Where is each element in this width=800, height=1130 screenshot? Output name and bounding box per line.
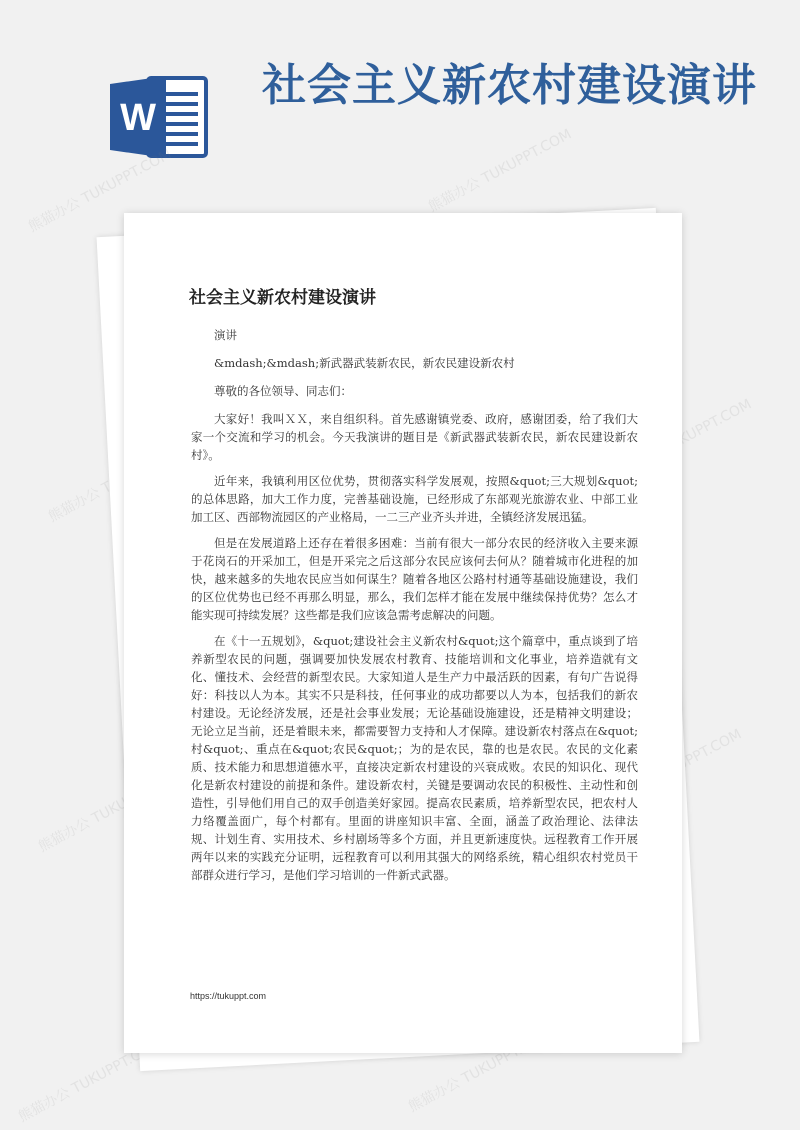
header-title: 社会主义新农村建设演讲	[262, 60, 757, 111]
paragraph: 尊敬的各位领导、同志们：	[214, 384, 352, 398]
watermark: 熊猫办公 TUKUPPT.COM	[16, 1036, 165, 1126]
watermark: 熊猫办公	[46, 484, 103, 526]
paragraph: 大家好！我叫ＸＸ，来自组织科。首先感谢镇党委、政府，感谢团委，给了我们大家一个交流和学习的机会。今天我演讲的题目是《新武器武装新农民，新农民建设新农村》。	[191, 412, 638, 462]
document-page	[124, 213, 682, 1053]
watermark: 熊猫办公 TUKUPPT.COM	[36, 766, 185, 856]
footer-url: https://tukuppt.com	[190, 991, 267, 1001]
watermark: 熊猫办公 TUKUPPT.COM	[426, 126, 575, 216]
document-title: 社会主义新农村建设演讲	[189, 288, 376, 308]
paragraph: 近年来，我镇利用区位优势，贯彻落实科学发展观，按照&quot;三大规划&quot;的总体思路，加大工作力度，完善基础设施，已经形成了东部观光旅游农业、中部工业加工区、西部物流园区的产业格局，一二三产业齐头并进，全镇经济发展迅猛。	[191, 474, 638, 524]
paragraph: 在《十一五规划》，&quot;建设社会主义新农村&quot;这个篇章中，重点谈到了培养新型农民的问题，强调要加快发展农村教育、技能培训和文化事业，培养造就有文化、懂技术、会经营的新型农民。大家知道人是生产力中最活跃的因素，有句广告说得好：科技以人为本。其实不只是科技，任何事业的成功都要以人为本，包括我们的新农村建设。无论经济发展，还是社会事业发展；无论基础设施建设，还是精神文明建设；无论立足当前，还是着眼未来，都需要智力支持和人才保障。建设新农村落点在&quot;村&quot;、重点在&quot;农民&quot;；为的是农民，靠的也是农民。农民的文化素质、技术能力和思想道德水平，直接决定新农村建设的兴衰成败。农民的知识化、现代化是新农村建设的前提和条件。建设新农村，关键是要调动农民的积极性、主动性和创造性，引导他们用自己的双手创造美好家园。提高农民素质，培养新型农民，把农村人力络覆盖面广，每个村都有。里面的讲座知识丰富、全面，涵盖了政治理论、法律法规、计划生育、实用技术、乡村剧场等多个方面，并且更新速度快。远程教育工作开展两年以来的实践充分证明，远程教育可以利用其强大的网络系统，精心组织农村党员干部群众进行学习，是他们学习培训的一件新式武器。	[191, 634, 638, 882]
watermark: TUKUPPT.COM	[649, 726, 745, 787]
paragraph: &mdash;&mdash;新武器武装新农民，新农民建设新农村	[214, 356, 515, 370]
watermark: TUKUPPT.COM	[659, 396, 755, 457]
document-body	[191, 326, 638, 892]
watermark: 熊猫办公 TUKUPPT.COM	[406, 1026, 555, 1116]
word-document-icon	[110, 76, 210, 158]
paragraph: 演讲	[214, 328, 237, 342]
watermark: 熊猫办公 TUKUPPT.COM	[26, 146, 175, 236]
paragraph: 但是在发展道路上还存在着很多困难：当前有很大一部分农民的经济收入主要来源于花岗石的开采加工，但是开采完之后这部分农民应该何去何从？随着城市化进程的加快，越来越多的失地农民应当如何谋生？随着各地区公路村村通等基础设施建设，我们的区位优势也已经不再那么明显，那么，我们怎样才能在发展中继续保持优势？怎么才能实现可持续发展？这些都是我们应该急需考虑解决的问题。	[191, 536, 638, 622]
svg-text:W: W	[120, 97, 156, 139]
